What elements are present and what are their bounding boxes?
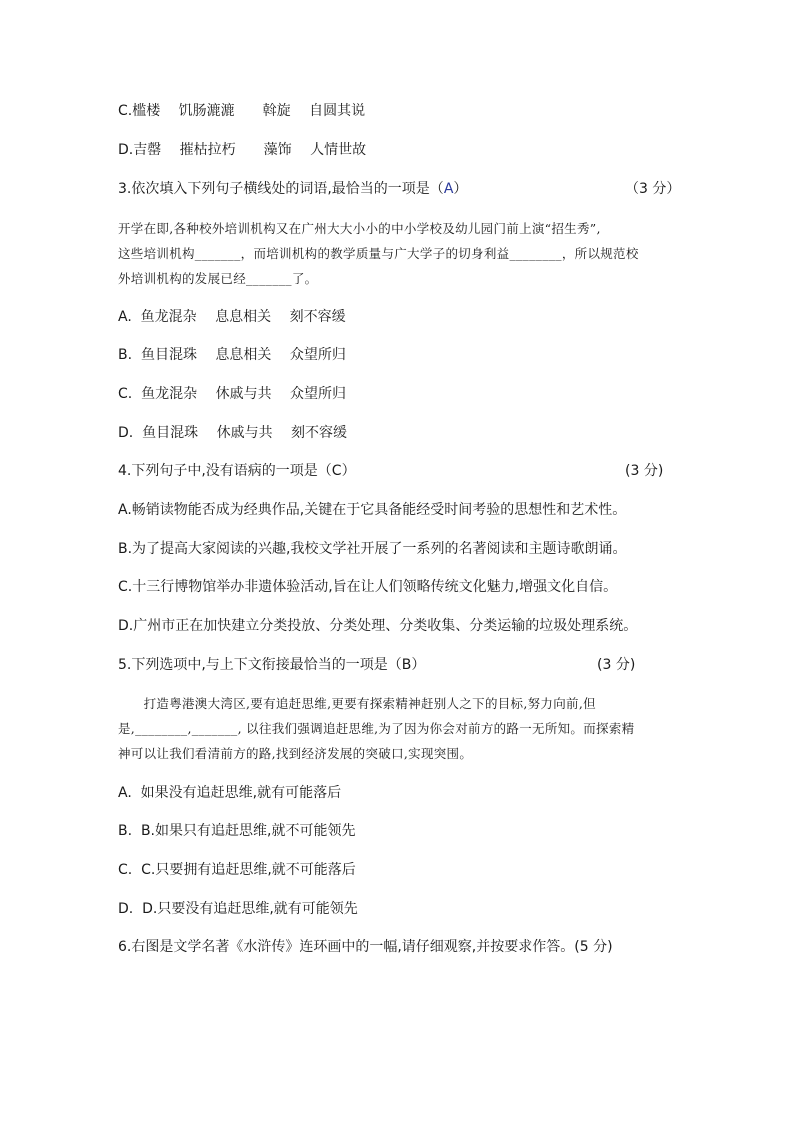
question-3-option-d: D. 鱼目混珠 休戚与共 刻不容缓 xyxy=(118,425,348,441)
question-4-option-b: B.为了提高大家阅读的兴趣,我校文学社开展了一系列的名著阅读和主题诗歌朗诵。 xyxy=(118,541,627,557)
question-5-passage-line-1: 打造粤港澳大湾区,要有追赶思维,更要有探索精神赶别人之下的目标,努力向前,但 xyxy=(118,696,596,711)
option-d-line: D.吉罄 摧枯拉朽 藻饰 人情世故 xyxy=(118,142,367,158)
question-4-stem: 4.下列句子中,没有语病的一项是（C） xyxy=(118,463,356,479)
question-3-option-a: A. 鱼龙混杂 息息相关 刻不容缓 xyxy=(118,309,346,325)
question-3-passage-line-1: 开学在即,各种校外培训机构又在广州大大小小的中小学校及幼儿园门前上演“招生秀”, xyxy=(118,221,601,236)
question-3-option-c: C. 鱼龙混杂 休戚与共 众望所归 xyxy=(118,386,347,402)
question-5-option-b: B. B.如果只有追赶思维,就不可能领先 xyxy=(118,823,356,839)
question-5-passage-line-3: 神可以让我们看清前方的路,找到经济发展的突破口,实现突围。 xyxy=(118,746,473,761)
question-4-option-c: C.十三行博物馆举办非遗体验活动,旨在让人们领略传统文化魅力,增强文化自信。 xyxy=(118,579,618,595)
question-5-stem: 5.下列选项中,与上下文衔接最恰当的一项是（B） xyxy=(118,657,426,673)
question-4-option-d: D.广州市正在加快建立分类投放、分类处理、分类收集、分类运输的垃圾处理系统。 xyxy=(118,618,638,634)
question-4-score: (3 分) xyxy=(625,463,664,479)
question-3-passage-line-3: 外培训机构的发展已经_______了。 xyxy=(118,271,318,286)
question-5-score: (3 分) xyxy=(597,657,636,673)
question-5-passage-line-2: 是,________,_______, 以往我们强调追赶思维,为了因为你会对前方的路一无所知。而探索精 xyxy=(118,721,635,736)
question-4-option-a: A.畅销读物能否成为经典作品,关键在于它具备能经受时间考验的思想性和艺术性。 xyxy=(118,502,627,518)
question-3-option-b: B. 鱼目混珠 息息相关 众望所归 xyxy=(118,347,346,363)
question-5-option-d: D. D.只要没有追赶思维,就有可能领先 xyxy=(118,901,358,917)
question-3-answer: A xyxy=(443,181,454,197)
question-3-passage-line-2: 这些培训机构_______，而培训机构的教学质量与广大学子的切身利益________，所以规范校 xyxy=(118,246,639,261)
question-3-stem-close: ） xyxy=(453,181,468,197)
question-6-stem: 6.右图是文学名著《水浒传》连环画中的一幅,请仔细观察,并按要求作答。(5 分) xyxy=(118,939,613,955)
question-5-option-c: C. C.只要拥有追赶思维,就不可能落后 xyxy=(118,862,356,878)
question-3-score: （3 分） xyxy=(625,181,681,197)
question-3-stem xyxy=(118,179,467,199)
question-3-stem-text: 3.依次填入下列句子横线处的词语,最恰当的一项是（ xyxy=(118,181,444,197)
question-5-option-a: A. 如果没有追赶思维,就有可能落后 xyxy=(118,785,342,801)
option-c-line: C.槛楼 饥肠漉漉 斡旋 自圆其说 xyxy=(118,103,366,119)
